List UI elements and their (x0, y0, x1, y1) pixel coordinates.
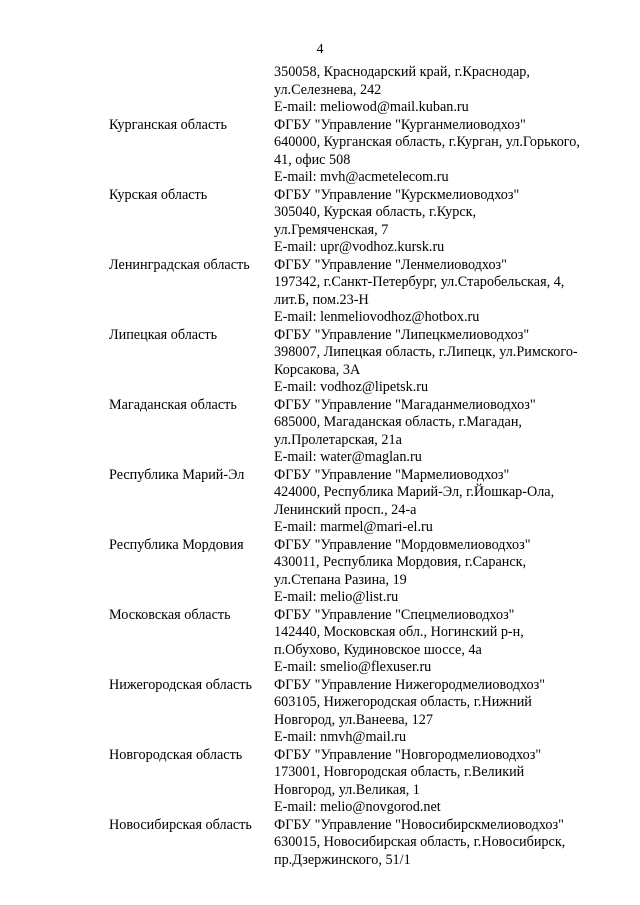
list-item (0, 397, 640, 467)
organization-list (0, 64, 640, 869)
detail-line: Корсакова, 3А (274, 361, 361, 378)
detail-line: ФГБУ "Управление "Новгородмелиоводхоз" (274, 746, 542, 763)
region-name: Московская область (109, 606, 231, 623)
detail-line: 350058, Краснодарский край, г.Краснодар, (274, 64, 530, 80)
region-name: Курганская область (109, 116, 227, 133)
organization-details (274, 607, 624, 677)
organization-details (274, 397, 624, 467)
detail-line: ФГБУ "Управление "Мордовмелиоводхоз" (274, 536, 531, 553)
list-item (0, 537, 640, 607)
detail-line: E-mail: nmvh@mail.ru (274, 729, 407, 745)
region-name: Магаданская область (109, 396, 237, 413)
list-item (0, 327, 640, 397)
organization-details (274, 747, 624, 817)
detail-line: E-mail: water@maglan.ru (274, 449, 422, 465)
detail-line: лит.Б, пом.23-Н (274, 291, 369, 308)
organization-details (274, 817, 624, 870)
detail-line: E-mail: vodhoz@lipetsk.ru (274, 379, 429, 395)
detail-line: E-mail: melio@list.ru (274, 589, 399, 605)
region-name: Республика Мордовия (109, 536, 244, 553)
detail-line: ФГБУ "Управление "Новосибирскмелиоводхоз" (274, 816, 564, 833)
organization-details (274, 117, 624, 187)
list-item (0, 64, 640, 117)
organization-details (274, 677, 624, 747)
detail-line: 430011, Республика Мордовия, г.Саранск, (274, 554, 527, 570)
list-item (0, 257, 640, 327)
detail-line: ул.Степана Разина, 19 (274, 571, 407, 588)
detail-line: 630015, Новосибирская область, г.Новосибирск, (274, 834, 566, 850)
detail-line: пр.Дзержинского, 51/1 (274, 851, 411, 868)
detail-line: 197342, г.Санкт-Петербург, ул.Старобельская, 4, (274, 274, 565, 290)
organization-details (274, 537, 624, 607)
page-number: 4 (316, 42, 324, 57)
organization-details (274, 64, 624, 117)
detail-line: ФГБУ "Управление "Курганмелиоводхоз" (274, 116, 526, 133)
detail-line: ФГБУ "Управление "Спецмелиоводхоз" (274, 606, 515, 623)
list-item (0, 677, 640, 747)
detail-line: ФГБУ "Управление "Магаданмелиоводхоз" (274, 396, 536, 413)
list-item (0, 607, 640, 677)
detail-line: ФГБУ "Управление "Мармелиоводхоз" (274, 466, 510, 483)
detail-line: 398007, Липецкая область, г.Липецк, ул.Римского- (274, 344, 578, 360)
list-item (0, 747, 640, 817)
region-name: Курская область (109, 186, 208, 203)
region-name: Новгородская область (109, 746, 243, 763)
organization-details (274, 467, 624, 537)
list-item (0, 187, 640, 257)
detail-line: E-mail: meliowod@mail.kuban.ru (274, 99, 469, 115)
detail-line: ФГБУ "Управление "Ленмелиоводхоз" (274, 256, 507, 273)
detail-line: Ленинский просп., 24-а (274, 501, 417, 518)
detail-line: ул.Селезнева, 242 (274, 81, 382, 98)
detail-line: п.Обухово, Кудиновское шоссе, 4а (274, 641, 482, 658)
list-item (0, 817, 640, 870)
detail-line: Новгород, ул.Ванеева, 127 (274, 711, 433, 728)
region-name: Липецкая область (109, 326, 218, 343)
detail-line: E-mail: marmel@mari-el.ru (274, 519, 433, 535)
region-name: Нижегородская область (109, 676, 252, 693)
detail-line: 424000, Республика Марий-Эл, г.Йошкар-Ола, (274, 484, 555, 500)
organization-details (274, 187, 624, 257)
detail-line: 173001, Новгородская область, г.Великий (274, 764, 525, 780)
detail-line: Новгород, ул.Великая, 1 (274, 781, 420, 798)
detail-line: 640000, Курганская область, г.Курган, ул.Горького, (274, 134, 580, 150)
detail-line: ул.Гремяченская, 7 (274, 221, 389, 238)
detail-line: 41, офис 508 (274, 151, 351, 168)
region-name: Республика Марий-Эл (109, 466, 245, 483)
detail-line: ФГБУ "Управление "Липецкмелиоводхоз" (274, 326, 530, 343)
detail-line: E-mail: upr@vodhoz.kursk.ru (274, 239, 445, 255)
organization-details (274, 327, 624, 397)
detail-line: 603105, Нижегородская область, г.Нижний (274, 694, 532, 710)
detail-line: E-mail: mvh@acmetelecom.ru (274, 169, 449, 185)
detail-line: 305040, Курская область, г.Курск, (274, 204, 477, 220)
region-name: Новосибирская область (109, 816, 252, 833)
region-name: Ленинградская область (109, 256, 250, 273)
list-item (0, 117, 640, 187)
detail-line: ул.Пролетарская, 21а (274, 431, 402, 448)
detail-line: E-mail: lenmeliovodhoz@hotbox.ru (274, 309, 480, 325)
detail-line: 142440, Московская обл., Ногинский р-н, (274, 624, 524, 640)
detail-line: ФГБУ "Управление Нижегородмелиоводхоз" (274, 676, 546, 693)
detail-line: ФГБУ "Управление "Курскмелиоводхоз" (274, 186, 520, 203)
organization-details (274, 257, 624, 327)
detail-line: E-mail: smelio@flexuser.ru (274, 659, 432, 675)
list-item (0, 467, 640, 537)
detail-line: 685000, Магаданская область, г.Магадан, (274, 414, 522, 430)
detail-line: E-mail: melio@novgorod.net (274, 799, 441, 815)
